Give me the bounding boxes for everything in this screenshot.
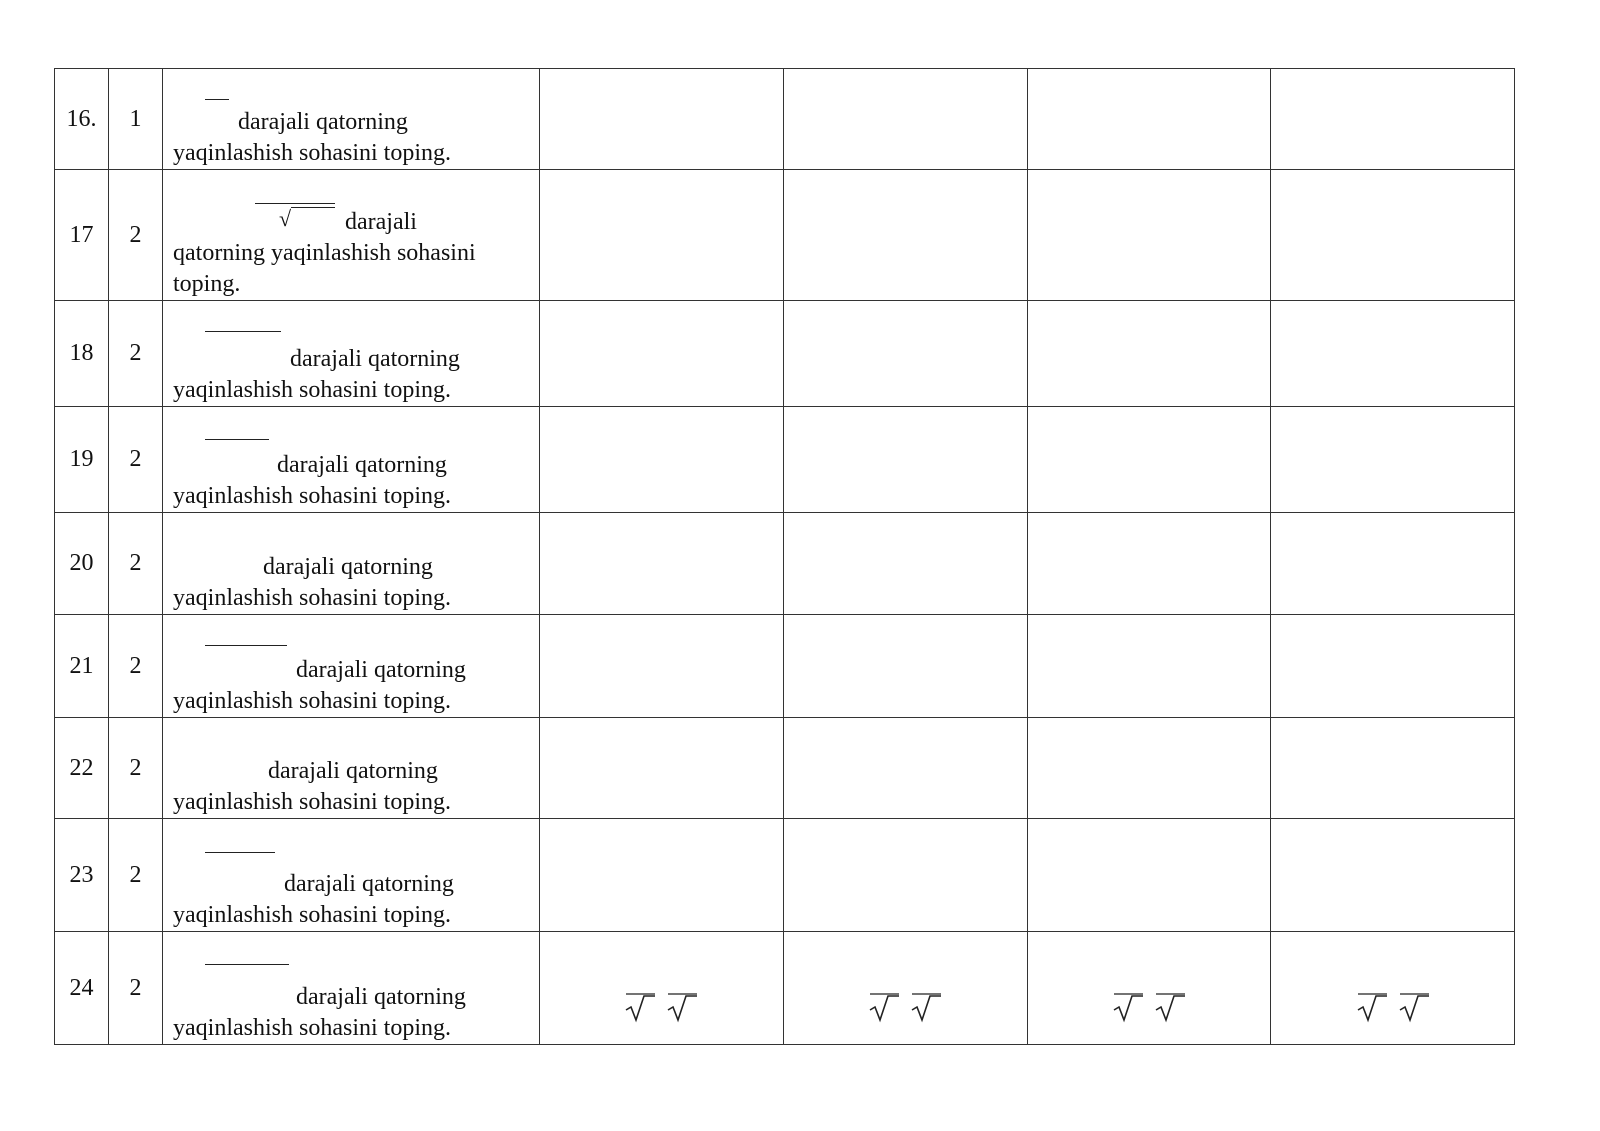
question-text-cell: [163, 932, 540, 1045]
answer-cell-a[interactable]: [540, 819, 784, 932]
answer-cell-d[interactable]: [1271, 513, 1515, 615]
table-row: [55, 615, 1515, 718]
square-root-icon: [666, 993, 698, 1023]
answer-cell-b[interactable]: [783, 819, 1027, 932]
answer-cell-c[interactable]: [1027, 69, 1271, 170]
question-line: darajali qatorning: [290, 346, 460, 372]
question-number: 22: [55, 718, 109, 819]
question-text-cell: [163, 718, 540, 819]
question-line: yaqinlashish sohasini toping.: [173, 585, 451, 611]
question-score: 2: [109, 932, 163, 1045]
question-score: 1: [109, 69, 163, 170]
fraction-bar-icon: [205, 99, 229, 100]
square-root-icon: √: [279, 206, 292, 231]
question-line: darajali qatorning: [284, 871, 454, 897]
table-row: [55, 301, 1515, 407]
question-text-cell: [163, 301, 540, 407]
answer-cell-a[interactable]: [540, 407, 784, 513]
answer-cell-b[interactable]: [783, 170, 1027, 301]
question-text-cell: [163, 819, 540, 932]
answer-cell-a[interactable]: [540, 69, 784, 170]
question-score: 2: [109, 819, 163, 932]
fraction-bar-icon: [205, 645, 287, 646]
question-line: yaqinlashish sohasini toping.: [173, 140, 451, 166]
answer-cell-d[interactable]: [1271, 407, 1515, 513]
question-line: darajali: [345, 209, 417, 235]
table-row: [55, 69, 1515, 170]
answer-cell-b[interactable]: [783, 301, 1027, 407]
answer-cell-c[interactable]: [1027, 170, 1271, 301]
square-root-icon: [910, 993, 942, 1023]
answer-cell-d[interactable]: [1271, 301, 1515, 407]
question-number: 18: [55, 301, 109, 407]
fraction-bar-icon: [255, 203, 335, 204]
answer-cell-d[interactable]: [1271, 819, 1515, 932]
answer-cell-a[interactable]: [540, 932, 784, 1045]
square-root-icon: [1112, 993, 1144, 1023]
question-number: 17: [55, 170, 109, 301]
question-text-cell: [163, 69, 540, 170]
question-line: toping.: [173, 271, 241, 297]
answer-cell-d[interactable]: [1271, 718, 1515, 819]
table-row: [55, 170, 1515, 301]
question-score: 2: [109, 170, 163, 301]
fraction-bar-icon: [205, 852, 275, 853]
square-root-icon: [1154, 993, 1186, 1023]
answer-cell-d[interactable]: [1271, 69, 1515, 170]
answer-cell-d[interactable]: [1271, 170, 1515, 301]
fraction-bar-icon: [205, 331, 281, 332]
fraction-bar-icon: [205, 964, 289, 965]
question-text-cell: [163, 407, 540, 513]
table-row: [55, 932, 1515, 1045]
answer-cell-c[interactable]: [1027, 615, 1271, 718]
answer-cell-d[interactable]: [1271, 615, 1515, 718]
question-line: yaqinlashish sohasini toping.: [173, 789, 451, 815]
question-score: 2: [109, 513, 163, 615]
answer-cell-b[interactable]: [783, 718, 1027, 819]
question-score: 2: [109, 301, 163, 407]
question-line: darajali qatorning: [296, 984, 466, 1010]
answer-cell-a[interactable]: [540, 170, 784, 301]
answer-cell-c[interactable]: [1027, 513, 1271, 615]
fraction-bar-icon: [205, 439, 269, 440]
square-root-icon: [1356, 993, 1388, 1023]
question-text-cell: [163, 513, 540, 615]
question-number: 16.: [55, 69, 109, 170]
answer-cell-a[interactable]: [540, 615, 784, 718]
question-line: yaqinlashish sohasini toping.: [173, 1015, 451, 1041]
question-line: yaqinlashish sohasini toping.: [173, 483, 451, 509]
question-line: darajali qatorning: [277, 452, 447, 478]
question-score: 2: [109, 718, 163, 819]
answer-cell-a[interactable]: [540, 718, 784, 819]
question-line: yaqinlashish sohasini toping.: [173, 902, 451, 928]
question-number: 20: [55, 513, 109, 615]
answer-cell-c[interactable]: [1027, 819, 1271, 932]
square-root-icon: [868, 993, 900, 1023]
question-number: 21: [55, 615, 109, 718]
question-line: darajali qatorning: [263, 554, 433, 580]
answer-cell-c[interactable]: [1027, 718, 1271, 819]
question-score: 2: [109, 407, 163, 513]
answer-cell-c[interactable]: [1027, 301, 1271, 407]
answer-cell-b[interactable]: [783, 407, 1027, 513]
square-root-icon: [624, 993, 656, 1023]
table-row: [55, 513, 1515, 615]
table-row: [55, 718, 1515, 819]
questions-table: [54, 68, 1515, 1045]
answer-cell-c[interactable]: [1027, 407, 1271, 513]
question-line: yaqinlashish sohasini toping.: [173, 688, 451, 714]
answer-cell-a[interactable]: [540, 513, 784, 615]
answer-cell-c[interactable]: [1027, 932, 1271, 1045]
table-row: [55, 407, 1515, 513]
question-line: qatorning yaqinlashish sohasini: [173, 240, 476, 266]
answer-cell-b[interactable]: [783, 615, 1027, 718]
question-number: 19: [55, 407, 109, 513]
question-line: darajali qatorning: [296, 657, 466, 683]
question-line: yaqinlashish sohasini toping.: [173, 377, 451, 403]
question-text-cell: [163, 170, 540, 301]
answer-cell-b[interactable]: [783, 513, 1027, 615]
question-line: darajali qatorning: [238, 109, 408, 135]
answer-cell-b[interactable]: [783, 932, 1027, 1045]
question-number: 24: [55, 932, 109, 1045]
square-root-icon: [1398, 993, 1430, 1023]
table-row: [55, 819, 1515, 932]
answer-cell-a[interactable]: [540, 301, 784, 407]
question-text-cell: [163, 615, 540, 718]
question-score: 2: [109, 615, 163, 718]
question-line: darajali qatorning: [268, 758, 438, 784]
answer-cell-d[interactable]: [1271, 932, 1515, 1045]
answer-cell-b[interactable]: [783, 69, 1027, 170]
question-number: 23: [55, 819, 109, 932]
